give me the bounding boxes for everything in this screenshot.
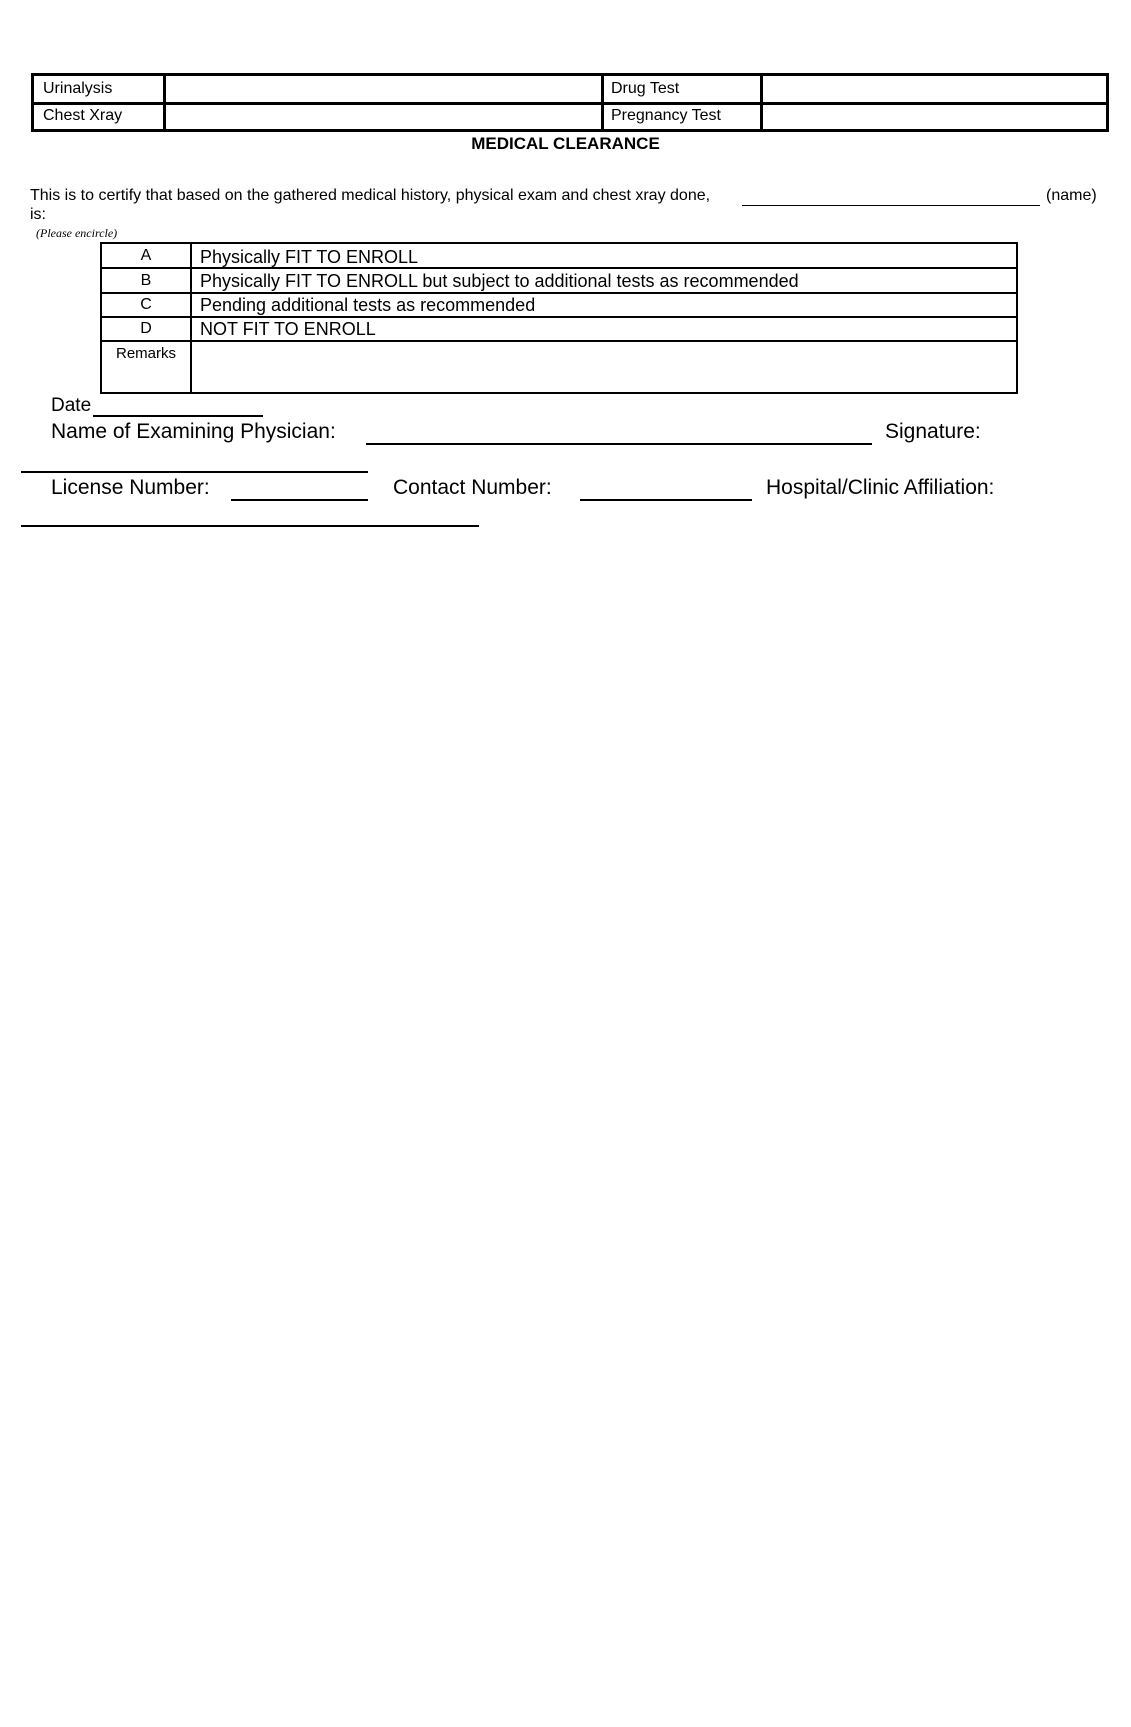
drug-test-label: Drug Test xyxy=(611,80,680,97)
option-letter-c[interactable]: C xyxy=(140,296,152,313)
signature-line[interactable] xyxy=(21,470,368,473)
row-divider xyxy=(102,340,1016,342)
contact-number-label: Contact Number: xyxy=(393,476,552,499)
option-text-d: NOT FIT TO ENROLL xyxy=(200,319,376,339)
remarks-field[interactable] xyxy=(200,345,1000,389)
license-number-label: License Number: xyxy=(51,476,210,499)
option-text-a: Physically FIT TO ENROLL xyxy=(200,247,419,267)
column-divider xyxy=(601,76,604,129)
pregnancy-test-label: Pregnancy Test xyxy=(611,107,721,124)
signature-label: Signature: xyxy=(885,420,981,443)
date-input-line[interactable] xyxy=(93,414,263,417)
table-row xyxy=(34,76,1106,105)
clearance-options-table xyxy=(100,242,1018,394)
row-divider xyxy=(102,267,1016,269)
license-number-line[interactable] xyxy=(231,498,368,501)
physician-name-line[interactable] xyxy=(366,442,872,445)
column-divider xyxy=(163,76,166,129)
option-letter-b[interactable]: B xyxy=(140,272,152,289)
date-label: Date xyxy=(51,395,92,416)
table-row xyxy=(34,103,1106,130)
lab-tests-table xyxy=(31,73,1109,132)
page-title: MEDICAL CLEARANCE xyxy=(471,134,660,153)
row-divider xyxy=(102,292,1016,294)
is-text: is: xyxy=(30,206,46,223)
chest-xray-label: Chest Xray xyxy=(43,107,123,124)
name-input-line[interactable] xyxy=(742,204,1040,206)
hospital-affiliation-line[interactable] xyxy=(21,524,479,527)
row-divider xyxy=(102,316,1016,318)
option-letter-a[interactable]: A xyxy=(140,247,152,264)
encircle-instruction: (Please encircle) xyxy=(36,226,118,240)
hospital-affiliation-label: Hospital/Clinic Affiliation: xyxy=(766,476,995,499)
urinalysis-label: Urinalysis xyxy=(43,80,113,97)
name-suffix: (name) xyxy=(1046,187,1097,204)
remarks-label: Remarks xyxy=(115,345,176,362)
certify-statement: This is to certify that based on the gathered medical history, physical exam and chest xray done, xyxy=(30,187,711,204)
option-letter-d[interactable]: D xyxy=(140,320,152,337)
physician-name-label: Name of Examining Physician: xyxy=(51,420,336,443)
option-text-c: Pending additional tests as recommended xyxy=(200,295,536,315)
option-text-b: Physically FIT TO ENROLL but subject to additional tests as recommended xyxy=(200,271,799,291)
column-divider xyxy=(760,76,763,129)
contact-number-line[interactable] xyxy=(580,498,752,501)
